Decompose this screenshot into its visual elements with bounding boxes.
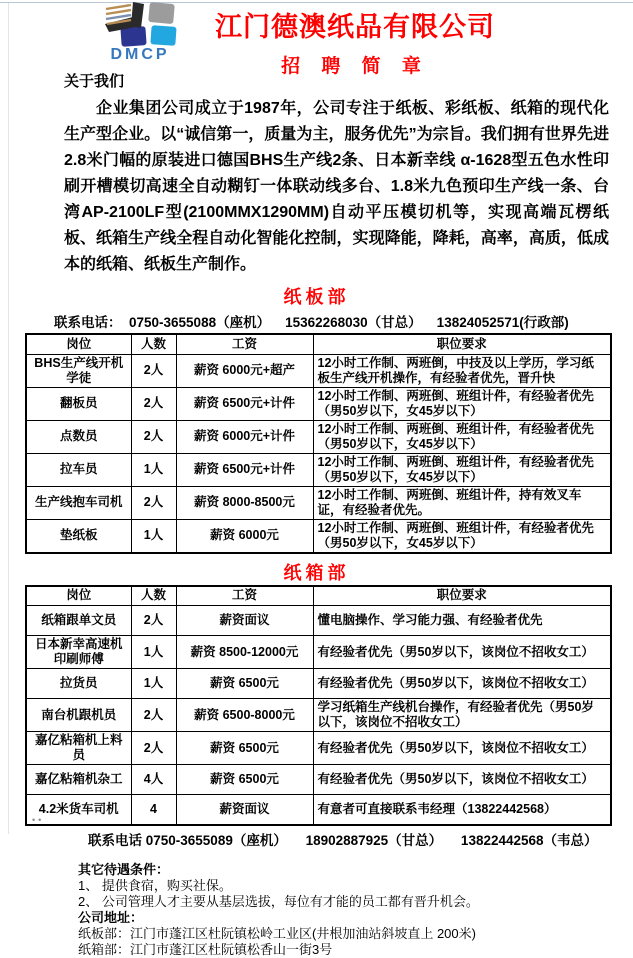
- table-row: [26, 486, 611, 519]
- table-cell: 嘉亿粘箱机上料员: [26, 732, 131, 765]
- column-header: 职位要求: [313, 334, 611, 354]
- table-cell: 薪资 8500-12000元: [176, 636, 313, 669]
- table-cell: 薪资 8000-8500元: [176, 486, 313, 519]
- page-left-edge: [8, 3, 9, 834]
- section-title-carton: 纸箱部: [283, 562, 350, 583]
- table-cell: BHS生产线开机学徒: [26, 354, 131, 387]
- table-cell: 拉货员: [26, 669, 131, 699]
- benefits-heading: 其它待遇条件：: [78, 861, 170, 877]
- table-cell: 有经验者优先（男50岁以下，该岗位不招收女工）: [313, 636, 611, 669]
- table-cell: 2人: [131, 387, 176, 420]
- table-cell: 有经验者优先（男50岁以下，该岗位不招收女工）: [313, 732, 611, 765]
- doc-title: 招 聘 简 章: [281, 56, 429, 77]
- table-cell: 薪资 6500元: [176, 765, 313, 795]
- table-cell: 嘉亿粘箱机杂工: [26, 765, 131, 795]
- table-cell: 有意者可直接联系韦经理（13822442568）: [313, 795, 611, 825]
- contact-line-paperboard: 联系电话： 0750-3655088（座机） 15362268030（甘总） 13824052571(行政部): [54, 315, 569, 330]
- table-cell: 1人: [131, 453, 176, 486]
- table-cell: 薪资 6000元: [176, 519, 313, 553]
- table-row: [26, 765, 611, 795]
- table-cell: 12小时工作制、两班倒、班组计件，持有效叉车证，有经验者优先。: [313, 486, 611, 519]
- company-logo: [94, 2, 186, 64]
- table-row: [26, 519, 611, 553]
- table-cell: 点数员: [26, 420, 131, 453]
- column-header: 岗位: [26, 334, 131, 354]
- about-heading: 关于我们: [64, 73, 125, 90]
- page-edge-marks: ••: [32, 815, 45, 825]
- table-cell: 12小时工作制、两班倒，中技及以上学历，学习纸板生产线开机操作，有经验者优先，晋升快: [313, 354, 611, 387]
- table-cell: 学习纸箱生产线机台操作，有经验者优先（男50岁以下，该岗位不招收女工）: [313, 699, 611, 732]
- table-cell: 薪资 6000元+超产: [176, 354, 313, 387]
- table-cell: 薪资 6500元+计件: [176, 453, 313, 486]
- logo-text: DMCP: [110, 46, 170, 63]
- table-cell: 2人: [131, 606, 176, 636]
- table-cell: 2人: [131, 420, 176, 453]
- table-header-row: [26, 586, 611, 606]
- table-cell: 拉车员: [26, 453, 131, 486]
- table-cell: 12小时工作制、两班倒、班组计件，有经验者优先（男50岁以下，女45岁以下）: [313, 519, 611, 553]
- address-line-paperboard: 纸板部：江门市蓬江区杜阮镇松岭工业区(井根加油站斜坡直上 200米): [78, 925, 476, 941]
- table-row: [26, 420, 611, 453]
- column-header: 工资: [176, 334, 313, 354]
- title-block: [180, 0, 530, 78]
- benefits-block: [78, 862, 633, 910]
- table-cell: 懂电脑操作、学习能力强、有经验者优先: [313, 606, 611, 636]
- table-cell: 2人: [131, 354, 176, 387]
- table-cell: 有经验者优先（男50岁以下，该岗位不招收女工）: [313, 669, 611, 699]
- address-line-carton: 纸箱部：江门市蓬江区杜阮镇松香山一街3号: [78, 941, 333, 957]
- benefit-item: 2、 公司管理人才主要从基层选拔，每位有才能的员工都有晋升机会。: [78, 893, 479, 909]
- table-cell: 薪资面议: [176, 606, 313, 636]
- jobs-table-paperboard: [25, 333, 612, 554]
- table-row: [26, 669, 611, 699]
- table-header-row: [26, 334, 611, 354]
- table-cell: 1人: [131, 669, 176, 699]
- table-cell: 日本新幸高速机印刷师傅: [26, 636, 131, 669]
- about-body: 企业集团公司成立于1987年，公司专注于纸板、彩纸板、纸箱的现代化生产型企业。以“诚信第一，质量为主，服务优先”为宗旨。我们拥有世界先进2.8米门幅的原装进口德国BHS生产线2条、日本新幸线 α-1628型五色水性印刷开槽模切高速全自动糊钉一体联动线多台、1.8米九色预印生产线一条、台湾AP-2100LF型(2100MMX1290MM)自动平压模切机等，实现高端瓦楞纸板、纸箱生产线全程自动化智能化控制，实现降能，降耗，高率，高质，低成本的纸箱、纸板生产制作。: [64, 100, 609, 273]
- table-cell: 1人: [131, 519, 176, 553]
- table-cell: 12小时工作制、两班倒、班组计件，有经验者优先（男50岁以下，女45岁以下）: [313, 387, 611, 420]
- benefit-item: 1、 提供食宿，购买社保。: [78, 877, 232, 893]
- table-cell: 薪资 6000元+计件: [176, 420, 313, 453]
- jobs-table-carton: [25, 585, 612, 826]
- address-heading: 公司地址：: [78, 909, 144, 925]
- column-header: 人数: [131, 334, 176, 354]
- section-title-paperboard: 纸板部: [283, 287, 350, 307]
- table-cell: 薪资 6500元: [176, 732, 313, 765]
- dmcp-logo-icon: [97, 2, 183, 48]
- table-cell: 翻板员: [26, 387, 131, 420]
- table-row: [26, 795, 611, 825]
- table-row: [26, 732, 611, 765]
- table-cell: 薪资 6500-8000元: [176, 699, 313, 732]
- table-cell: 南台机跟机员: [26, 699, 131, 732]
- column-header: 工资: [176, 586, 313, 606]
- table-cell: 纸箱跟单文员: [26, 606, 131, 636]
- table-cell: 薪资 6500元+计件: [176, 387, 313, 420]
- table-cell: 2人: [131, 699, 176, 732]
- table-cell: 4: [131, 795, 176, 825]
- table-cell: 12小时工作制、两班倒、班组计件，有经验者优先（男50岁以下，女45岁以下）: [313, 420, 611, 453]
- table-cell: 4人: [131, 765, 176, 795]
- column-header: 人数: [131, 586, 176, 606]
- table-cell: 2人: [131, 732, 176, 765]
- table-cell: 12小时工作制、两班倒、班组计件，有经验者优先（男50岁以下，女45岁以下）: [313, 453, 611, 486]
- table-row: [26, 699, 611, 732]
- table-cell: 薪资面议: [176, 795, 313, 825]
- table-cell: 薪资 6500元: [176, 669, 313, 699]
- table-cell: 垫纸板: [26, 519, 131, 553]
- table-row: [26, 606, 611, 636]
- column-header: 岗位: [26, 586, 131, 606]
- table-cell: 生产线抱车司机: [26, 486, 131, 519]
- table-row: [26, 453, 611, 486]
- table-cell: 4.2米货车司机: [26, 795, 131, 825]
- table-cell: 2人: [131, 486, 176, 519]
- table-row: [26, 636, 611, 669]
- column-header: 职位要求: [313, 586, 611, 606]
- contact-line-carton: 联系电话 0750-3655089（座机） 18902887925（甘总） 13822442568（韦总）: [88, 832, 598, 848]
- table-cell: 有经验者优先（男50岁以下，该岗位不招收女工）: [313, 765, 611, 795]
- document-header: [0, 0, 633, 77]
- table-row: [26, 354, 611, 387]
- table-row: [26, 387, 611, 420]
- company-name: 江门德澳纸品有限公司: [215, 12, 495, 42]
- table-cell: 1人: [131, 636, 176, 669]
